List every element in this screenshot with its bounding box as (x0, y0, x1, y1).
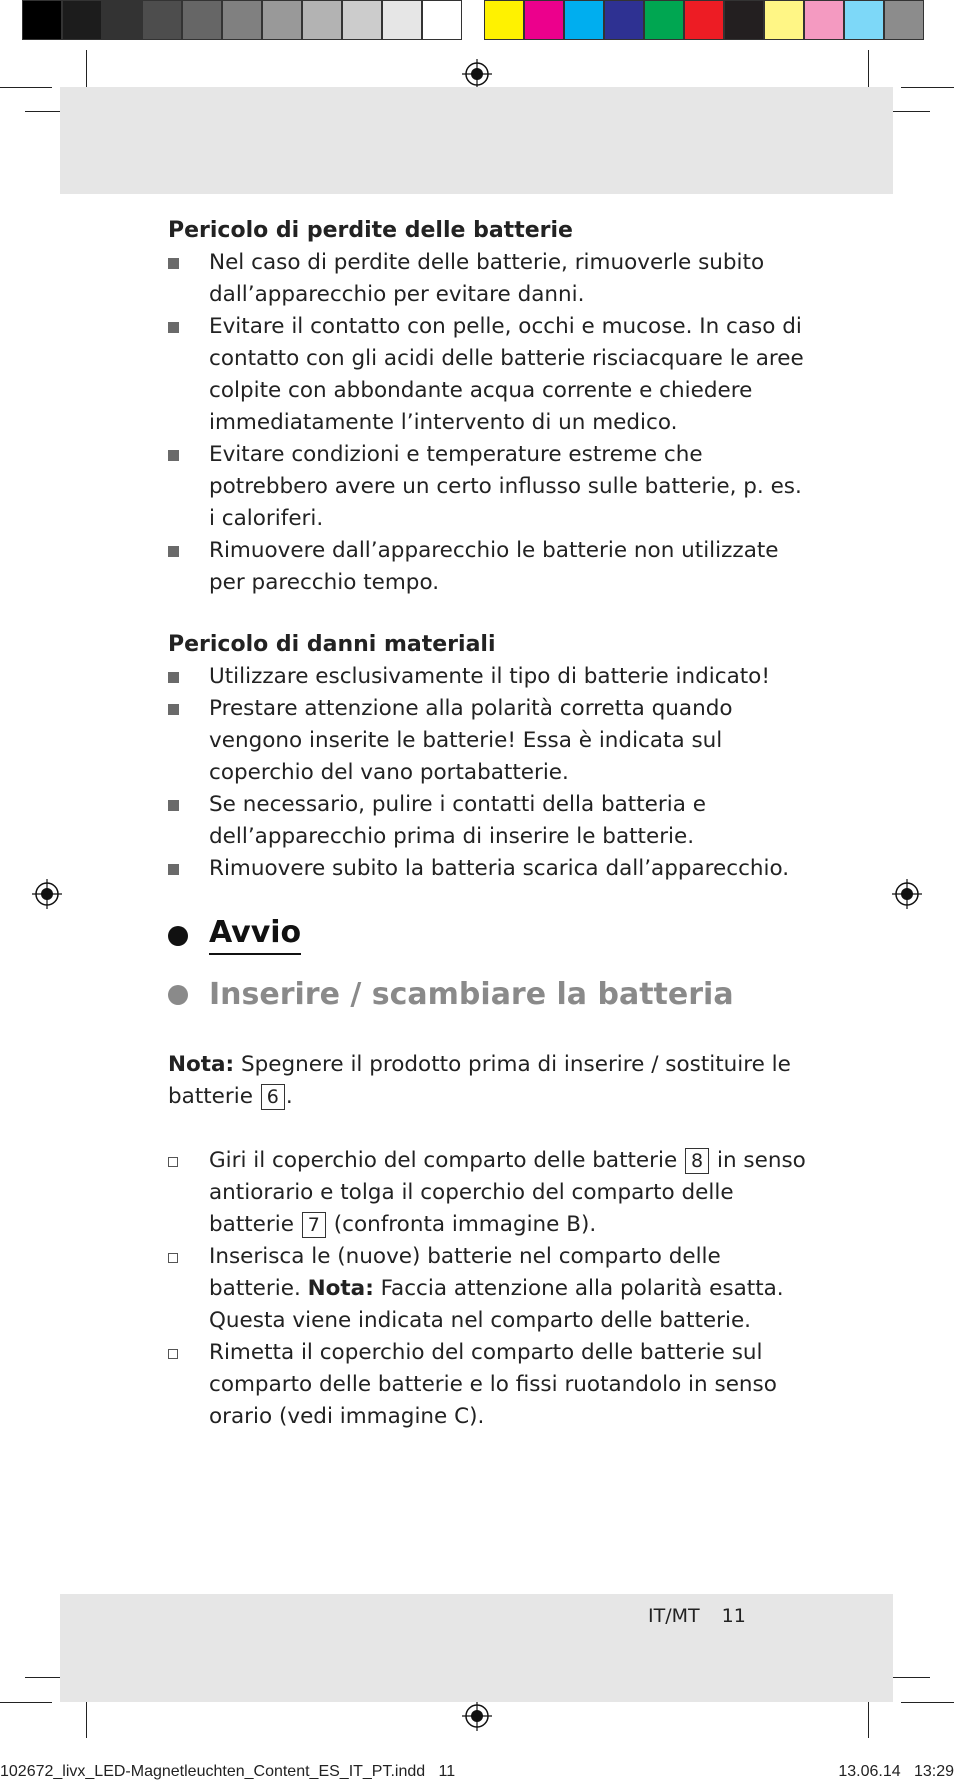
square-bullet-icon (168, 800, 179, 811)
step-text: Inserisca le (nuove) batterie nel comparto delle batterie. (209, 1244, 721, 1301)
color-swatch (524, 0, 564, 40)
color-swatch (724, 0, 764, 40)
note-text: Spegnere il prodotto prima di inserire / sostituire le batterie (168, 1052, 791, 1109)
heading-avvio (168, 915, 808, 955)
part-reference: 6 (261, 1084, 285, 1110)
step-text: Rimetta il coperchio del comparto delle batterie sul comparto delle batterie e lo fissi ruotandolo in senso orario (vedi immagine C). (209, 1340, 777, 1429)
locale-label: IT/MT (648, 1605, 700, 1627)
list-item-text: Prestare attenzione alla polarità corretta quando vengono inserite le batterie! Essa è indicata sul coperchio del vano portabatterie. (209, 696, 733, 785)
color-swatch (604, 0, 644, 40)
list-item (168, 661, 808, 693)
color-swatch (564, 0, 604, 40)
section-title-material-damage: Pericolo di danni materiali (168, 632, 496, 657)
crop-mark (0, 87, 52, 88)
registration-mark-icon (462, 1701, 492, 1731)
color-swatch (684, 0, 724, 40)
square-bullet-icon (168, 322, 179, 333)
list-item-text: Evitare condizioni e temperature estreme che potrebbero avere un certo influsso sulle batterie, p. es. i caloriferi. (209, 442, 802, 531)
process-color-bar (484, 0, 924, 42)
step-text: Faccia attenzione alla polarità esatta. Questa viene indicata nel comparto delle batterie. (209, 1276, 784, 1333)
step-text: (confronta immagine B). (333, 1212, 597, 1237)
part-reference: 7 (302, 1212, 326, 1238)
square-bullet-icon (168, 704, 179, 715)
color-swatch (22, 0, 62, 40)
note-paragraph (168, 1049, 808, 1113)
grayscale-color-bar (22, 0, 462, 42)
note-end: . (285, 1084, 293, 1109)
square-bullet-icon (168, 258, 179, 269)
footer-band (60, 1594, 893, 1702)
step-text: Giri il coperchio del comparto delle batterie (209, 1148, 678, 1173)
list-item-text: Rimuovere subito la batteria scarica dall’apparecchio. (209, 856, 790, 881)
checkbox-bullet-icon (168, 1157, 178, 1167)
page-number: 11 (721, 1605, 746, 1627)
square-bullet-icon (168, 864, 179, 875)
slug-filename: 102672_livx_LED-Magnetleuchten_Content_ES_IT_PT.indd 11 (0, 1763, 456, 1780)
material-damage-list (168, 661, 808, 885)
list-item-text: Nel caso di perdite delle batterie, rimuoverle subito dall’apparecchio per evitare danni. (209, 250, 765, 307)
checkbox-bullet-icon (168, 1349, 178, 1359)
crop-mark (901, 1702, 954, 1703)
list-item (168, 535, 808, 599)
color-swatch (142, 0, 182, 40)
list-item (168, 789, 808, 853)
print-slug (0, 1763, 954, 1785)
square-bullet-icon (168, 672, 179, 683)
step-item (168, 1241, 808, 1337)
filled-circle-bullet-icon (168, 926, 188, 946)
color-swatch (804, 0, 844, 40)
page-footer (648, 1605, 746, 1627)
color-swatch (764, 0, 804, 40)
section-title-battery-leak: Pericolo di perdite delle batterie (168, 218, 573, 243)
heading-insert-battery (168, 975, 808, 1015)
registration-mark-icon (32, 879, 62, 909)
color-swatch (62, 0, 102, 40)
list-item-text: Rimuovere dall’apparecchio le batterie non utilizzate per parecchio tempo. (209, 538, 779, 595)
registration-mark-icon (892, 879, 922, 909)
registration-mark-icon (462, 59, 492, 89)
page-content (168, 215, 808, 1433)
list-item (168, 693, 808, 789)
heading-text: Inserire / scambiare la batteria (209, 977, 734, 1012)
filled-circle-bullet-icon (168, 985, 188, 1005)
color-swatch (222, 0, 262, 40)
part-reference: 8 (685, 1148, 709, 1174)
square-bullet-icon (168, 450, 179, 461)
color-swatch (844, 0, 884, 40)
crop-mark (901, 87, 954, 88)
square-bullet-icon (168, 546, 179, 557)
list-item (168, 439, 808, 535)
list-item-text: Evitare il contatto con pelle, occhi e mucose. In caso di contatto con gli acidi delle batterie risciacquare le aree colpite con abbondante acqua corrente e chiedere immediatamente l’intervento di un medico. (209, 314, 804, 435)
color-swatch (262, 0, 302, 40)
slug-timestamp: 13.06.14 13:29 (838, 1763, 954, 1780)
list-item-text: Se necessario, pulire i contatti della batteria e dell’apparecchio prima di inserire le batterie. (209, 792, 706, 849)
battery-leak-list (168, 247, 808, 599)
color-swatch (884, 0, 924, 40)
note-label: Nota: (168, 1052, 235, 1077)
crop-mark (0, 1702, 52, 1703)
color-swatch (382, 0, 422, 40)
color-swatch (422, 0, 462, 40)
instruction-steps (168, 1145, 808, 1433)
color-swatch (484, 0, 524, 40)
checkbox-bullet-icon (168, 1253, 178, 1263)
list-item (168, 311, 808, 439)
color-swatch (342, 0, 382, 40)
color-swatch (102, 0, 142, 40)
step-item (168, 1145, 808, 1241)
header-band (60, 87, 893, 194)
color-swatch (182, 0, 222, 40)
color-swatch (644, 0, 684, 40)
list-item (168, 247, 808, 311)
list-item-text: Utilizzare esclusivamente il tipo di batterie indicato! (209, 664, 770, 689)
heading-text: Avvio (209, 915, 301, 955)
color-swatch (302, 0, 342, 40)
note-label: Nota: (307, 1276, 374, 1301)
step-item (168, 1337, 808, 1433)
step-text: in senso antiorario e tolga il coperchio del comparto delle batterie (209, 1148, 806, 1237)
list-item (168, 853, 808, 885)
